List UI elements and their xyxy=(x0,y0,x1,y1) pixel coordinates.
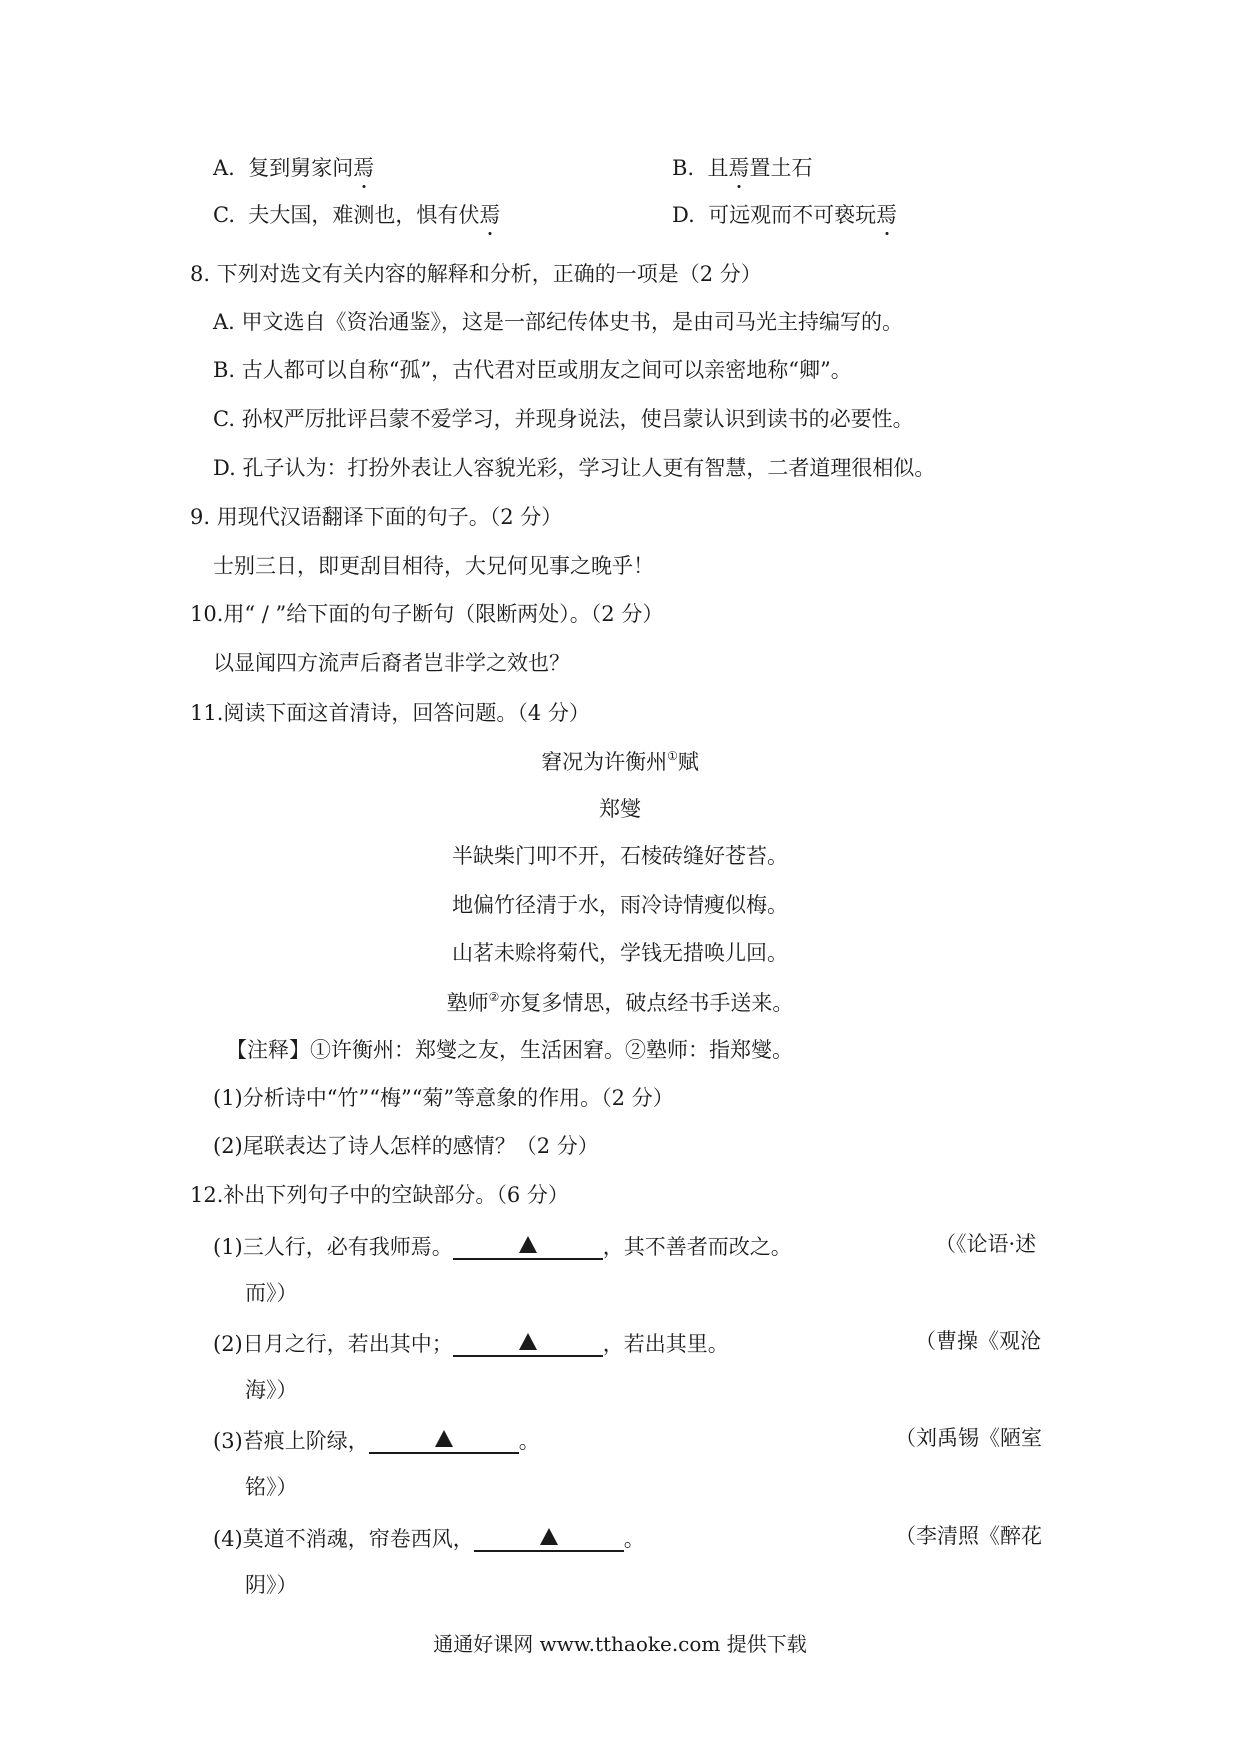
source-citation-cont: 阴》） xyxy=(245,1573,298,1597)
q11-subquestion-2: (2)尾联表达了诗人怎样的感情？（2 分） xyxy=(213,1134,599,1158)
q7-option-d: D. 可远观而不可亵玩焉 xyxy=(672,203,898,227)
q8-option-d: D. 孔子认为：打扮外表让人容貌光彩，学习让人更有智慧，二者道理很相似。 xyxy=(213,456,936,480)
answer-blank[interactable] xyxy=(453,1234,603,1260)
q7-option-b: B. 且焉置土石 xyxy=(672,156,813,180)
source-citation: （曹操《观沧 xyxy=(915,1329,1041,1353)
q12-item-3: (3)苔痕上阶绿， 。 xyxy=(213,1429,540,1453)
emphasis-char: 焉 xyxy=(728,156,750,180)
emphasis-char: 焉 xyxy=(876,203,898,227)
q8-option-a: A. 甲文选自《资治通鉴》，这是一部纪传体史书，是由司马光主持编写的。 xyxy=(213,310,904,334)
poem-line: 山茗未赊将菊代，学钱无措唤儿回。 xyxy=(452,941,788,965)
poem-title: 窘况为许衡州①赋 xyxy=(541,749,699,774)
answer-blank[interactable] xyxy=(369,1428,519,1454)
source-citation: （《论语·述 xyxy=(935,1232,1037,1256)
q7-option-a: A. 复到舅家问焉 xyxy=(213,156,375,180)
q7-option-c: C. 夫大国，难测也，惧有伏焉 xyxy=(213,203,501,227)
triangle-icon xyxy=(435,1430,453,1447)
q8-option-c: C. 孙权严厉批评吕蒙不爱学习，并现身说法，使吕蒙认识到读书的必要性。 xyxy=(213,407,914,431)
source-citation-cont: 铭》） xyxy=(245,1475,298,1499)
source-citation: （刘禹锡《陋室 xyxy=(895,1426,1042,1450)
q12-item-1: (1)三人行，必有我师焉。 ，其不善者而改之。 xyxy=(213,1235,792,1259)
poem-line: 塾师②亦复多情思，破点经书手送来。 xyxy=(446,990,794,1015)
q11-subquestion-1: (1)分析诗中“竹”“梅”“菊”等意象的作用。（2 分） xyxy=(213,1086,674,1110)
emphasis-char: 焉 xyxy=(479,203,501,227)
poem-author: 郑燮 xyxy=(599,797,641,821)
q12-stem: 12.补出下列句子中的空缺部分。（6 分） xyxy=(190,1183,569,1207)
q11-stem: 11.阅读下面这首清诗，回答问题。（4 分） xyxy=(190,701,590,725)
triangle-icon xyxy=(519,1333,537,1350)
q10-stem: 10.用“ / ”给下面的句子断句（限断两处）。（2 分） xyxy=(190,602,664,626)
answer-blank[interactable] xyxy=(453,1331,603,1357)
q12-item-2: (2)日月之行，若出其中； ，若出其里。 xyxy=(213,1332,729,1356)
q12-item-4: (4)莫道不消魂，帘卷西风， 。 xyxy=(213,1527,645,1551)
triangle-icon xyxy=(540,1528,558,1545)
source-citation-cont: 而》） xyxy=(245,1281,298,1305)
poem-line: 半缺柴门叩不开，石棱砖缝好苍苔。 xyxy=(452,844,788,868)
poem-line: 地偏竹径清于水，雨冷诗情瘦似梅。 xyxy=(452,893,788,917)
answer-blank[interactable] xyxy=(474,1526,624,1552)
q9-sentence: 士别三日，即更刮目相待，大兄何见事之晚乎！ xyxy=(213,554,654,578)
q8-option-b: B. 古人都可以自称“孤”，古代君对臣或朋友之间可以亲密地称“卿”。 xyxy=(213,358,852,382)
q8-stem: 8. 下列对选文有关内容的解释和分析，正确的一项是（2 分） xyxy=(190,262,762,286)
poem-note: 【注释】①许衡州：郑燮之友，生活困窘。②塾师：指郑燮。 xyxy=(226,1038,793,1062)
source-citation: （李清照《醉花 xyxy=(895,1524,1042,1548)
triangle-icon xyxy=(519,1236,537,1253)
emphasis-char: 焉 xyxy=(353,156,375,180)
q10-sentence: 以显闻四方流声后裔者岂非学之效也？ xyxy=(213,651,570,675)
q9-stem: 9. 用现代汉语翻译下面的句子。（2 分） xyxy=(190,505,563,529)
source-citation-cont: 海》） xyxy=(245,1378,298,1402)
page-footer: 通通好课网 www.tthaoke.com 提供下载 xyxy=(433,1632,807,1656)
